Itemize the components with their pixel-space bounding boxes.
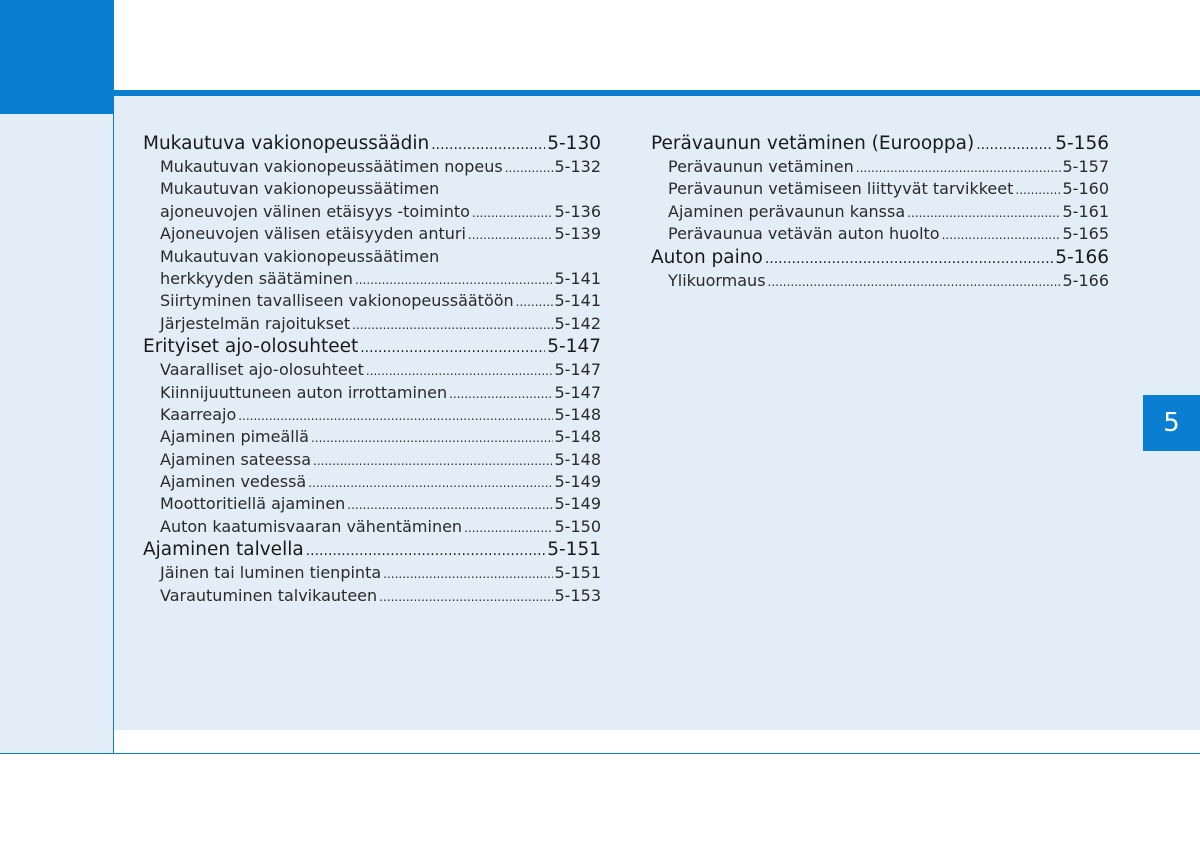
dot-leader: [306, 538, 546, 563]
dot-leader: [352, 313, 552, 336]
toc-subsection-entry[interactable]: [143, 516, 601, 538]
dot-leader: [464, 516, 552, 539]
dot-leader: [431, 132, 545, 157]
toc-page-number: 5-160: [1062, 179, 1109, 199]
toc-subsection-entry[interactable]: [651, 178, 1109, 200]
dot-leader: [768, 270, 1061, 293]
toc-subsection-entry[interactable]: [143, 493, 601, 515]
toc-entry-title: Auton kaatumisvaaran vähentäminen: [160, 516, 463, 536]
toc-entry-title: Varautuminen talvikauteen: [160, 585, 378, 605]
dot-leader: [856, 156, 1061, 179]
toc-entry-title: Kiinnijuuttuneen auton irrottaminen: [160, 382, 448, 402]
toc-entry-title: Vaaralliset ajo-olosuhteet: [160, 360, 364, 380]
toc-entry-title: Mukautuvan vakionopeussäätimen: [160, 246, 440, 266]
toc-column-left: [143, 132, 601, 607]
toc-entry-title: Ajaminen perävaunun kanssa: [668, 201, 906, 221]
toc-subsection-entry[interactable]: [651, 270, 1109, 292]
toc-subsection-entry[interactable]: [143, 426, 601, 448]
dot-leader: [976, 132, 1053, 157]
toc-page-number: 5-130: [547, 133, 601, 154]
toc-page-number: 5-141: [554, 268, 601, 288]
toc-page-number: 5-132: [554, 157, 601, 176]
dot-leader: [505, 156, 553, 179]
toc-subsection-entry: [143, 246, 601, 268]
toc-subsection-entry[interactable]: [651, 156, 1109, 178]
dot-leader: [1015, 178, 1060, 201]
toc-subsection-entry[interactable]: [143, 201, 601, 223]
toc-subsection-entry[interactable]: [143, 382, 601, 404]
toc-page-number: 5-149: [554, 472, 601, 492]
dot-leader: [383, 562, 552, 585]
toc-entry-title: Järjestelmän rajoitukset: [160, 313, 351, 333]
toc-subsection-entry[interactable]: [143, 359, 601, 381]
dot-leader: [765, 246, 1053, 271]
dot-leader: [313, 449, 552, 472]
toc-page-number: 5-148: [554, 404, 601, 424]
toc-page-number: 5-157: [1062, 157, 1109, 176]
toc-subsection-entry[interactable]: [143, 404, 601, 426]
toc-subsection-entry[interactable]: [143, 471, 601, 493]
toc-entry-title: Perävaunun vetäminen: [668, 157, 854, 176]
toc-subsection-entry[interactable]: [143, 562, 601, 584]
toc-entry-title: Ajaminen vedessä: [160, 472, 307, 492]
toc-page-number: 5-147: [547, 336, 601, 358]
toc-entry-title: Perävaunun vetämiseen liittyvät tarvikkeet: [668, 179, 1014, 199]
toc-subsection-entry[interactable]: [143, 156, 601, 178]
toc-entry-title: Ajaminen sateessa: [160, 449, 312, 469]
toc-entry-title: Mukautuvan vakionopeussäätimen nopeus: [160, 157, 503, 176]
toc-entry-title: Ajaminen pimeällä: [160, 427, 309, 447]
toc-page-number: 5-141: [554, 291, 601, 311]
toc-entry-title: Ajaminen talvella: [143, 539, 304, 561]
chapter-header-block: [0, 0, 114, 114]
toc-entry-title: Perävaunua vetävän auton huolto: [668, 224, 940, 244]
toc-subsection-entry[interactable]: [143, 268, 601, 290]
margin-divider: [113, 114, 114, 754]
toc-subsection-entry[interactable]: [143, 223, 601, 245]
toc-section-entry[interactable]: [143, 335, 601, 359]
toc-section-entry[interactable]: [143, 538, 601, 562]
dot-leader: [379, 585, 552, 608]
toc-page-number: 5-153: [554, 585, 601, 605]
toc-subsection-entry[interactable]: [143, 585, 601, 607]
toc-page-number: 5-142: [554, 313, 601, 333]
toc-subsection-entry: [143, 178, 601, 200]
toc-page-number: 5-165: [1062, 224, 1109, 244]
toc-subsection-entry[interactable]: [143, 449, 601, 471]
toc-entry-title: Jäinen tai luminen tienpinta: [160, 563, 382, 583]
toc-section-entry[interactable]: [651, 132, 1109, 156]
toc-entry-title: Erityiset ajo-olosuhteet: [143, 336, 359, 358]
dot-leader: [942, 223, 1061, 246]
toc-page-number: 5-149: [554, 494, 601, 514]
toc-entry-title: Ylikuormaus: [668, 270, 766, 290]
dot-leader: [347, 493, 552, 516]
toc-entry-title: Mukautuvan vakionopeussäätimen: [160, 179, 440, 199]
toc-page-number: 5-166: [1062, 270, 1109, 290]
toc-entry-title: herkkyyden säätäminen: [160, 268, 353, 288]
toc-subsection-entry[interactable]: [143, 290, 601, 312]
dot-leader: [907, 201, 1060, 224]
footer-rule: [0, 753, 1200, 754]
toc-entry-title: Mukautuva vakionopeussäädin: [143, 133, 430, 154]
toc-entry-title: Auton paino: [651, 246, 763, 268]
toc-page-number: 5-151: [554, 563, 601, 583]
toc-page-number: 5-148: [554, 427, 601, 447]
dot-leader: [308, 471, 552, 494]
toc-entry-title: Kaarreajo: [160, 404, 237, 424]
toc-subsection-entry[interactable]: [651, 201, 1109, 223]
toc-page-number: 5-147: [554, 360, 601, 380]
toc-entry-title: Siirtyminen tavalliseen vakionopeussäätöön: [160, 291, 514, 311]
toc-subsection-entry[interactable]: [143, 313, 601, 335]
toc-entry-title: Perävaunun vetäminen (Eurooppa): [651, 133, 975, 154]
toc-entry-title: ajoneuvojen välinen etäisyys -toiminto: [160, 201, 470, 221]
left-margin: [0, 114, 114, 754]
toc-column-right: [651, 132, 1109, 292]
dot-leader: [449, 382, 552, 405]
dot-leader: [516, 290, 553, 313]
dot-leader: [238, 404, 552, 427]
toc-page-number: 5-150: [554, 516, 601, 536]
toc-section-entry[interactable]: [651, 246, 1109, 270]
dot-leader: [360, 335, 545, 360]
dot-leader: [366, 359, 553, 382]
toc-page-number: 5-136: [554, 201, 601, 221]
chapter-tab[interactable]: 5: [1143, 395, 1200, 451]
dot-leader: [355, 268, 553, 291]
toc-page-number: 5-148: [554, 449, 601, 469]
dot-leader: [472, 201, 553, 224]
toc-page-number: 5-139: [554, 224, 601, 244]
toc-page-number: 5-161: [1062, 201, 1109, 221]
toc-page-number: 5-147: [554, 382, 601, 402]
toc-page-number: 5-156: [1055, 133, 1109, 154]
toc-entry-title: Ajoneuvojen välisen etäisyyden anturi: [160, 224, 466, 244]
toc-entry-title: Moottoritiellä ajaminen: [160, 494, 346, 514]
dot-leader: [311, 426, 553, 449]
dot-leader: [468, 223, 553, 246]
toc-page-number: 5-151: [547, 539, 601, 561]
toc-subsection-entry[interactable]: [651, 223, 1109, 245]
toc-section-entry[interactable]: [143, 132, 601, 156]
toc-page-number: 5-166: [1055, 246, 1109, 268]
